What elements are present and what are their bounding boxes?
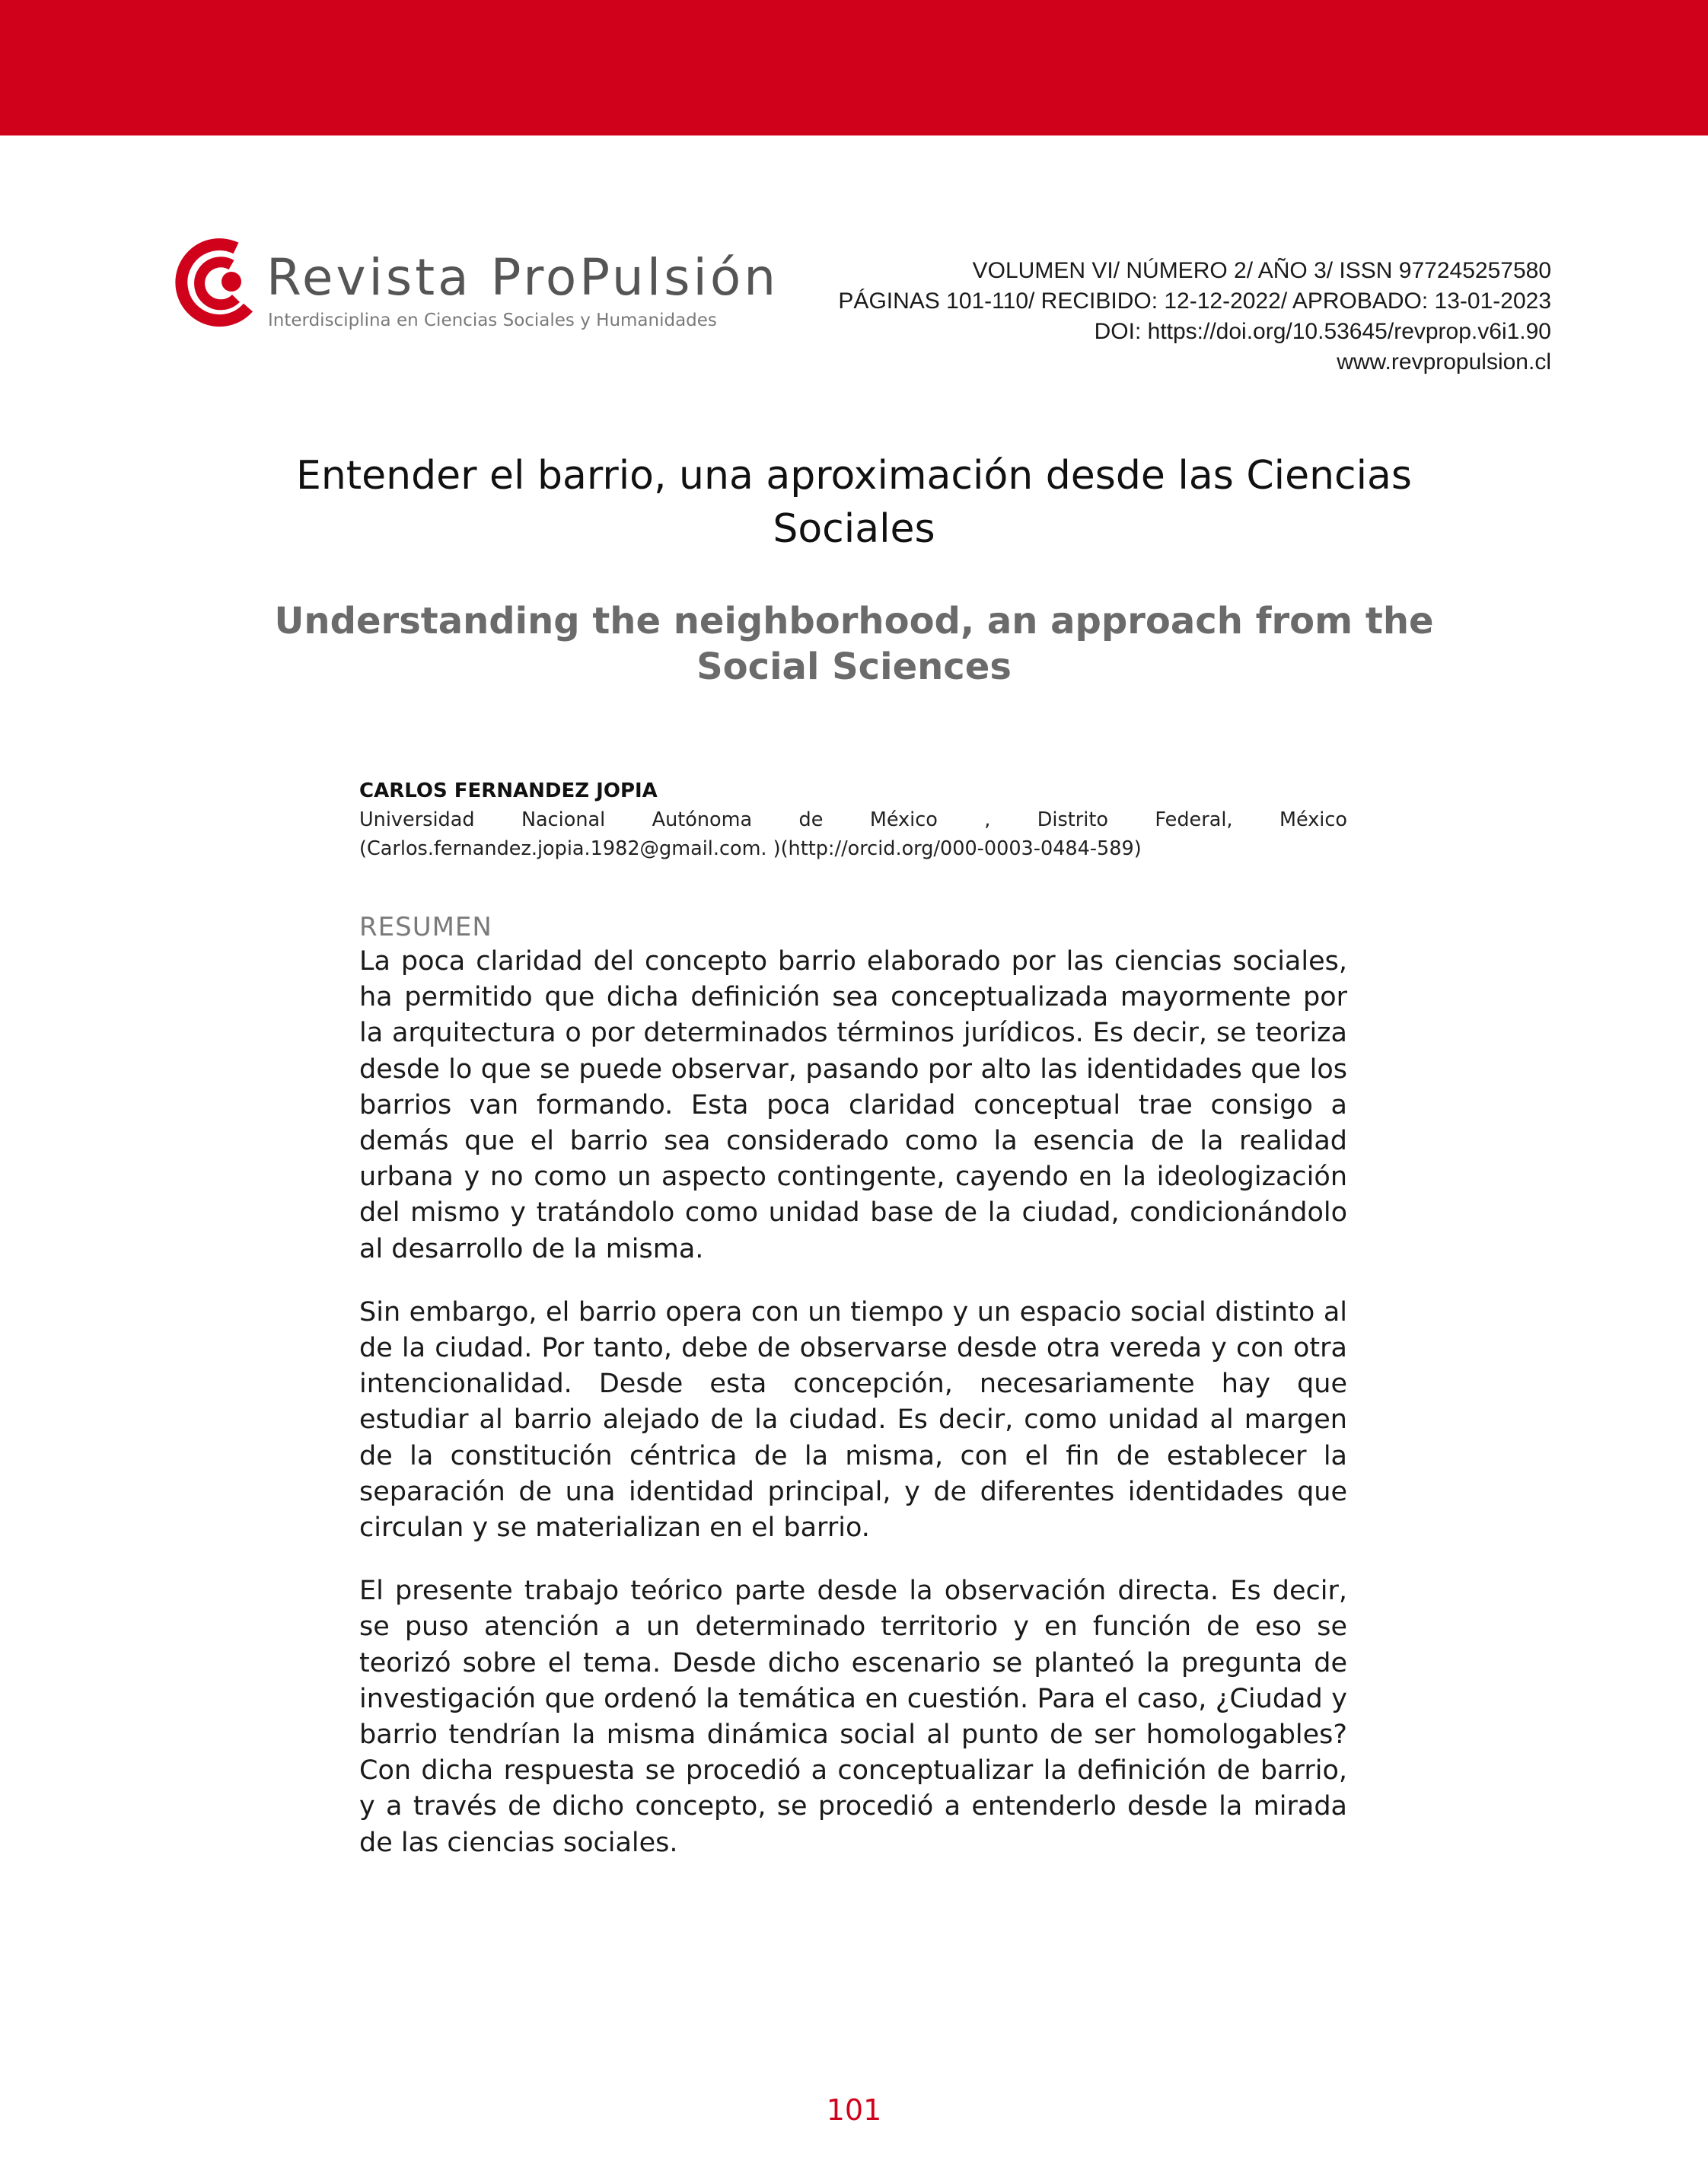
author-block [359,776,1347,863]
publication-meta [838,256,1551,378]
abstract-heading: RESUMEN [359,912,492,942]
meta-website[interactable]: www.revpropulsion.cl [1337,349,1551,375]
meta-volume: VOLUMEN VI/ NÚMERO 2/ AÑO 3/ ISSN 977245257580 [972,258,1551,283]
journal-logo[interactable] [175,237,779,336]
abstract-paragraph: La poca claridad del concepto barrio elaborado por las ciencias sociales, ha permitido que dicha definición sea conceptualizada mayormente por la arquitectura o por determinados términos jurídicos. Es decir, se teoriza desde lo que se puede observar, pasando por alto las identidades que los barrios van formando. Esta poca claridad conceptual trae consigo a demás que el barrio sea considerado como la esencia de la realidad urbana y no como un aspecto contingente, cayendo en la ideologización del mismo y tratándolo como unidad base de la ciudad, condicionándolo al desarrollo de la misma. [359,946,1347,1264]
journal-name: Revista ProPulsión [266,248,779,307]
meta-pages-dates: PÁGINAS 101-110/ RECIBIDO: 12-12-2022/ APROBADO: 13-01-2023 [838,288,1551,314]
abstract-paragraph: Sin embargo, el barrio opera con un tiempo y un espacio social distinto al de la ciudad. Por tanto, debe de observarse desde otra vereda y con otra intencionalidad. Desde esta concepción, necesariamente hay que estudiar al barrio alejado de la ciudad. Es decir, como unidad al margen de la constitución céntrica de la misma, con el fin de establecer la separación de una identidad principal, y de diferentes identidades que circulan y se materializan en el barrio. [359,1296,1347,1544]
page-number: 101 [826,2093,882,2127]
propulsion-logo-icon [175,237,259,327]
article-subtitle: Understanding the neighborhood, an approach from the Social Sciences [274,600,1434,688]
author-name: CARLOS FERNANDEZ JOPIA [359,779,658,802]
abstract-paragraph: El presente trabajo teórico parte desde la observación directa. Es decir, se puso atención a un determinado territorio y en función de eso se teorizó sobre el tema. Desde dicho escenario se planteó la pregunta de investigación que ordenó la temática en cuestión. Para el caso, ¿Ciudad y barrio tendrían la misma dinámica social al punto de ser homologables? Con dicha respuesta se procedió a conceptualizar la definición de barrio, y a través de dicho concepto, se procedió a entenderlo desde la mirada de las ciencias sociales. [359,1576,1347,1858]
article-title: Entender el barrio, una aproximación desde las Ciencias Sociales [295,453,1413,552]
author-affiliation: Universidad Nacional Autónoma de México , Distrito Federal, México (Carlos.fernandez.jopia.1982@gmail.com. )(http://orcid.org/000-0003-0484-589) [359,808,1347,860]
meta-doi[interactable]: DOI: https://doi.org/10.53645/revprop.v6i1.90 [1094,319,1551,344]
header-band [0,0,1708,135]
abstract [359,910,1347,1889]
journal-tagline: Interdisciplina en Ciencias Sociales y Humanidades [268,311,717,330]
